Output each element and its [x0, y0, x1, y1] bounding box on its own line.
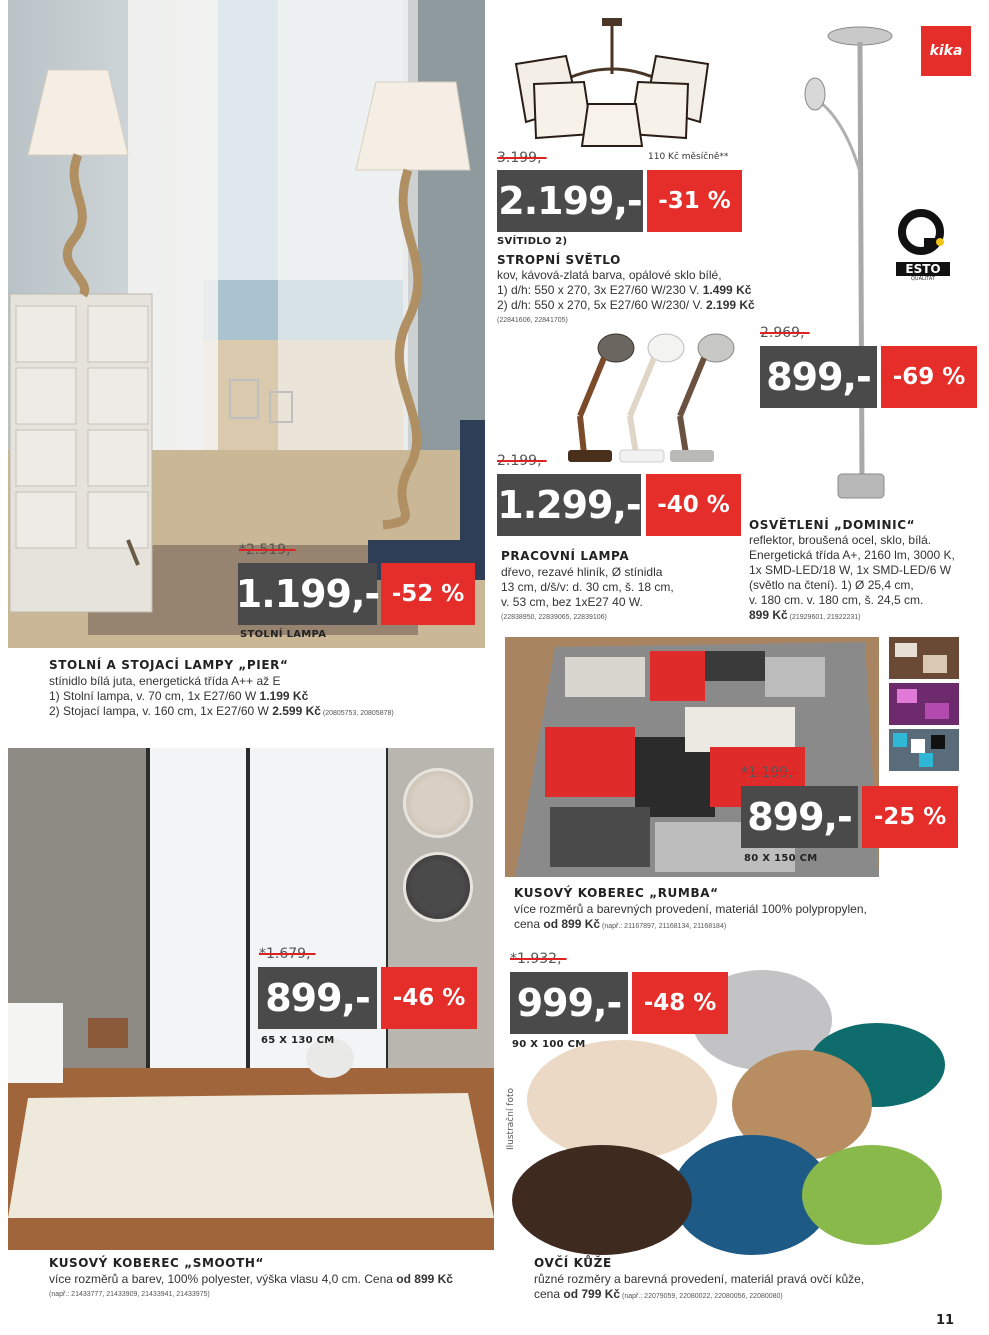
ceiling-price: 2.199,-	[497, 170, 643, 232]
ceiling-old-price: 3.199,-	[497, 150, 547, 166]
desk-lamps-photo	[556, 326, 746, 466]
ceiling-description	[497, 268, 767, 328]
rumba-swatch-purple-pattern	[889, 683, 959, 725]
pier-desc-line3-text: 2) Stojací lampa, v. 160 cm, 1x E27/60 W	[49, 704, 273, 718]
floor-desc-line5: v. 180 cm. v. 180 cm, š. 24,5 cm.	[749, 593, 924, 607]
pier-desc-line3	[49, 704, 479, 721]
floor-codes: (21929601, 21922231)	[787, 614, 861, 621]
rumba-swatch-purple	[889, 683, 959, 725]
floor-description	[749, 533, 984, 625]
smooth-desc-line1	[49, 1272, 494, 1287]
floor-title: OSVĚTLENÍ „DOMINIC“	[749, 518, 916, 532]
rumba-old-price: *1.199,-	[741, 765, 798, 781]
desk-title: PRACOVNÍ LAMPA	[501, 549, 630, 563]
rumba-price: 899,-	[741, 786, 858, 848]
rumba-desc-price: od 899 Kč	[543, 917, 601, 931]
rumba-swatch-blue	[889, 729, 959, 771]
rumba-title: KUSOVÝ KOBEREC „RUMBA“	[514, 886, 719, 900]
ceiling-desc-line1: kov, kávová-zlatá barva, opálové sklo bílé,	[497, 268, 722, 282]
kika-logo-text: kika	[929, 43, 963, 59]
ceiling-desc-line2-text: 1) d/h: 550 x 270, 3x E27/60 W/230 V.	[497, 283, 703, 297]
ceiling-monthly: 110 Kč měsíčně**	[648, 152, 729, 162]
smooth-swatch-gray	[403, 852, 473, 922]
sheep-old-price: *1.932,-	[510, 951, 567, 967]
sheep-desc-line1: různé rozměry a barevná provedení, materiál pravá ovčí kůže,	[534, 1272, 865, 1286]
ceiling-desc-line2	[497, 283, 767, 298]
rumba-caption: 80 X 150 CM	[744, 853, 818, 864]
sheep-desc-price: od 799 Kč	[563, 1287, 621, 1301]
smooth-title: KUSOVÝ KOBEREC „SMOOTH“	[49, 1256, 265, 1270]
pier-desc-line2-price: 1.199 Kč	[259, 689, 309, 703]
desk-price: 1.299,-	[497, 474, 641, 536]
desk-discount-badge: -40 %	[646, 474, 741, 536]
rumba-swatch-blue-pattern	[889, 729, 959, 771]
smooth-caption: 65 X 130 CM	[261, 1035, 335, 1046]
esto-logo-sub: QUALITÄT	[910, 276, 936, 282]
rumba-desc-line2	[514, 917, 954, 934]
rumba-desc-line2-text: cena	[514, 917, 544, 931]
ceiling-desc-line3	[497, 298, 767, 313]
rumba-codes: (např.: 21167897, 21168134, 21168184)	[600, 923, 727, 930]
ceiling-desc-line2-price: 1.499 Kč	[702, 283, 752, 297]
pier-title: STOLNÍ A STOJACÍ LAMPY „PIER“	[49, 658, 289, 672]
ceiling-desc-line3-text: 2) d/h: 550 x 270, 5x E27/60 W/230/ V.	[497, 298, 707, 312]
smooth-discount-badge: -46 %	[381, 967, 477, 1029]
desk-desc-line2: 13 cm, d/š/v: d. 30 cm, š. 18 cm,	[501, 580, 674, 594]
rumba-description	[514, 902, 954, 934]
pier-desc-line2-text: 1) Stolní lampa, v. 70 cm, 1x E27/60 W	[49, 689, 260, 703]
floor-desc-line3: 1x SMD-LED/18 W, 1x SMD-LED/6 W	[749, 563, 952, 577]
smooth-desc-line1-text: více rozměrů a barev, 100% polyester, výška vlasu 4,0 cm. Cena	[49, 1272, 397, 1286]
pier-old-price: *2.519,-	[239, 542, 296, 558]
desk-lamps-illustration	[556, 326, 746, 466]
sheep-desc-line2	[534, 1287, 954, 1304]
floor-lamp-photo	[790, 22, 900, 502]
smooth-price: 899,-	[258, 967, 377, 1029]
sheep-description	[534, 1272, 954, 1304]
ceiling-discount-badge: -31 %	[647, 170, 742, 232]
smooth-codes: (např.: 21433777, 21433909, 21433941, 21433975)	[49, 1291, 210, 1298]
floor-price: 899,-	[760, 346, 877, 408]
floor-desc-price: 899 Kč	[749, 608, 788, 622]
ceiling-codes: (22841606, 22841705)	[497, 317, 568, 324]
pier-desc-line2	[49, 689, 479, 704]
smooth-desc-price: od 899 Kč	[396, 1272, 453, 1286]
sheep-title: OVČÍ KŮŽE	[534, 1256, 612, 1270]
ceiling-light-illustration	[496, 14, 726, 149]
desk-desc-line1: dřevo, rezavé hliník, Ø stínidla	[501, 565, 663, 579]
sheep-caption: 90 X 100 CM	[512, 1039, 586, 1050]
rumba-desc-line1: více rozměrů a barevných provedení, materiál 100% polypropylen,	[514, 902, 867, 916]
ceiling-desc-line3-price: 2.199 Kč	[706, 298, 755, 312]
page-number: 11	[936, 1313, 955, 1328]
smooth-swatch-beige	[403, 768, 473, 838]
floor-desc-line1: reflektor, broušená ocel, sklo, bílá.	[749, 533, 932, 547]
pier-desc-line3-price: 2.599 Kč	[272, 704, 321, 718]
smooth-description	[49, 1272, 494, 1302]
floor-desc-line2: Energetická třída A+, 2160 lm, 3000 K,	[749, 548, 955, 562]
floor-discount-badge: -69 %	[881, 346, 977, 408]
esto-logo-text: ESTO	[896, 262, 950, 276]
ceiling-title: STROPNÍ SVĚTLO	[497, 253, 621, 267]
rumba-swatch-brown	[889, 637, 959, 679]
rumba-discount-badge: -25 %	[862, 786, 958, 848]
pier-discount-badge: -52 %	[381, 563, 475, 625]
pier-desc-line1: stínidlo bílá juta, energetická třída A++ až E	[49, 674, 281, 688]
ceiling-caption: SVÍTIDLO 2)	[497, 236, 568, 247]
floor-desc-line4: (světlo na čtení). 1) Ø 25,4 cm,	[749, 578, 914, 592]
desk-old-price: 2.199,-	[497, 453, 547, 469]
pier-price: 1.199,-	[238, 563, 377, 625]
floor-old-price: 2.969,-	[760, 325, 810, 341]
sheep-codes: (např.: 22079059, 22080022, 22080056, 22080080)	[620, 1293, 783, 1300]
esto-q-icon	[896, 208, 950, 258]
desk-description	[501, 565, 741, 625]
pier-description	[49, 674, 479, 721]
ceiling-light-photo	[496, 14, 726, 149]
floor-desc-line6	[749, 608, 984, 625]
desk-desc-line3: v. 53 cm, bez 1xE27 40 W.	[501, 595, 643, 609]
kika-logo	[921, 26, 971, 76]
sheep-price: 999,-	[510, 972, 628, 1034]
rumba-swatch-brown-pattern	[889, 637, 959, 679]
floor-lamp-illustration	[790, 22, 900, 502]
pier-caption: STOLNÍ LAMPA	[240, 629, 327, 640]
smooth-old-price: *1.679,-	[259, 946, 316, 962]
sheep-desc-line2-text: cena	[534, 1287, 564, 1301]
desk-codes: (22838950, 22839065, 22839106)	[501, 614, 607, 621]
pier-codes: (20805753, 20805878)	[320, 710, 394, 717]
photo-credit: Ilustrační foto	[506, 1087, 516, 1150]
sheep-discount-badge: -48 %	[632, 972, 728, 1034]
esto-logo	[896, 208, 950, 282]
